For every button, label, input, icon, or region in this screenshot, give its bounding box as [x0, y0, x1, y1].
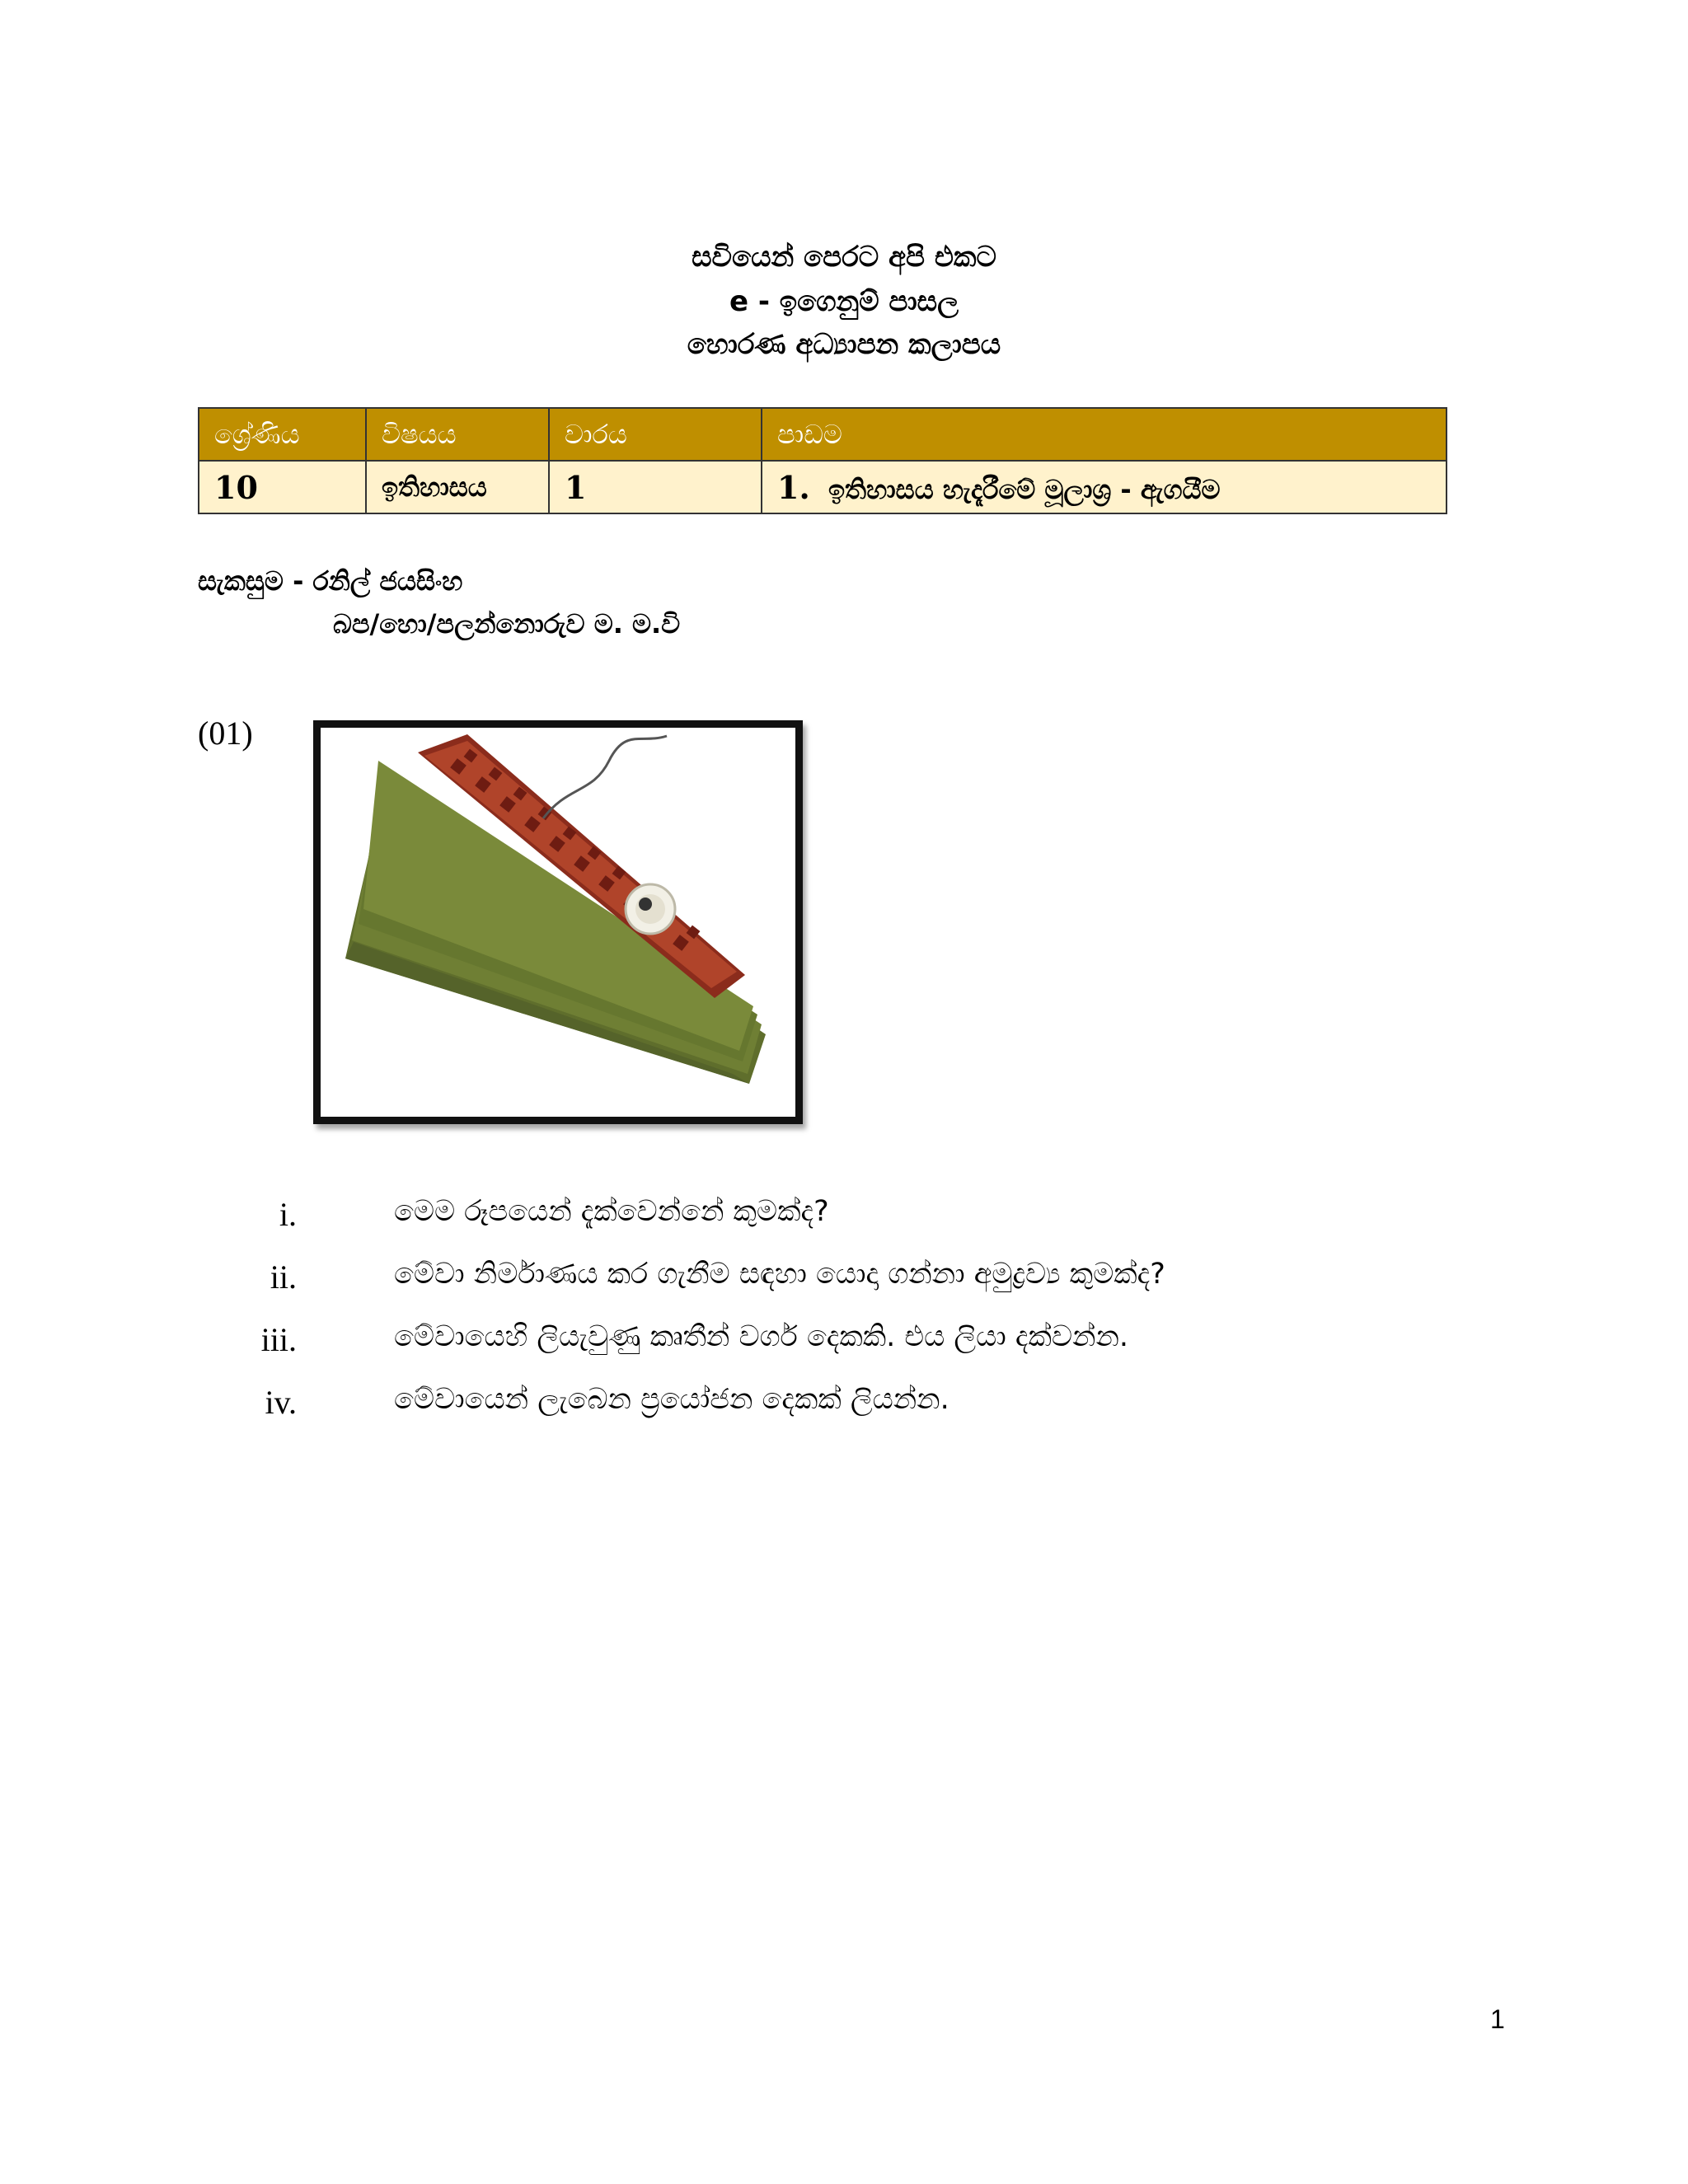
- author-school: බප/හො/පලන්නොරුව ම. ම.වි: [333, 608, 681, 640]
- info-table-data-row: [199, 461, 1447, 513]
- question-text: මේවායෙහි ලියැවුණු කෘතීන් වර්ග දෙකකි. එය ලියා දක්වන්න.: [394, 1320, 1128, 1353]
- header-term: වාරය: [549, 408, 762, 461]
- page-number: 1: [1490, 2004, 1505, 2034]
- header-grade: ශ්‍රේණිය: [199, 408, 366, 461]
- question-text: මෙම රූපයෙන් දැක්වෙන්නේ කුමක්ද?: [394, 1195, 829, 1228]
- header-subject: විෂයය: [366, 408, 549, 461]
- cell-lesson: [762, 461, 1447, 513]
- cell-subject: ඉතිහාසය: [366, 461, 549, 513]
- question-number: (01): [198, 715, 253, 752]
- question-roman: ii.: [270, 1258, 297, 1296]
- info-table: [198, 407, 1447, 514]
- header-zone: හොරණ අධ්‍යාපන කලාපය: [687, 328, 1001, 361]
- ola-leaf-book-image: [313, 720, 803, 1124]
- lesson-title: ඉතිහාසය හැදෑරීමේ මූලාශ්‍ර - ඇගයීම: [828, 473, 1221, 505]
- question-roman: iv.: [265, 1384, 297, 1421]
- question-roman: iii.: [260, 1321, 297, 1358]
- question-text: මේවායෙන් ලැබෙන ප්‍රයෝජන දෙකක් ලියන්න.: [394, 1383, 950, 1416]
- author-line: සැකසුම - රනිල් ජයසිංහ: [198, 565, 463, 597]
- lesson-number: 1.: [777, 468, 810, 506]
- question-text: මේවා නිර්මාණය කර ගැනීම සඳහා යොදා ගන්නා අමුද්‍රව්‍ය කුමක්ද?: [394, 1258, 1165, 1291]
- header-title: සවියෙන් පෙරට අපි එකට: [692, 241, 996, 274]
- header-lesson: පාඩම: [762, 408, 1447, 461]
- cell-grade: 10: [199, 461, 366, 513]
- info-table-header-row: [199, 408, 1447, 461]
- question-roman: i.: [279, 1196, 297, 1233]
- ola-leaf-book-icon: [321, 728, 795, 1117]
- cell-term: 1: [549, 461, 762, 513]
- header-subtitle: e - ඉගෙනුම් පාසල: [729, 285, 959, 318]
